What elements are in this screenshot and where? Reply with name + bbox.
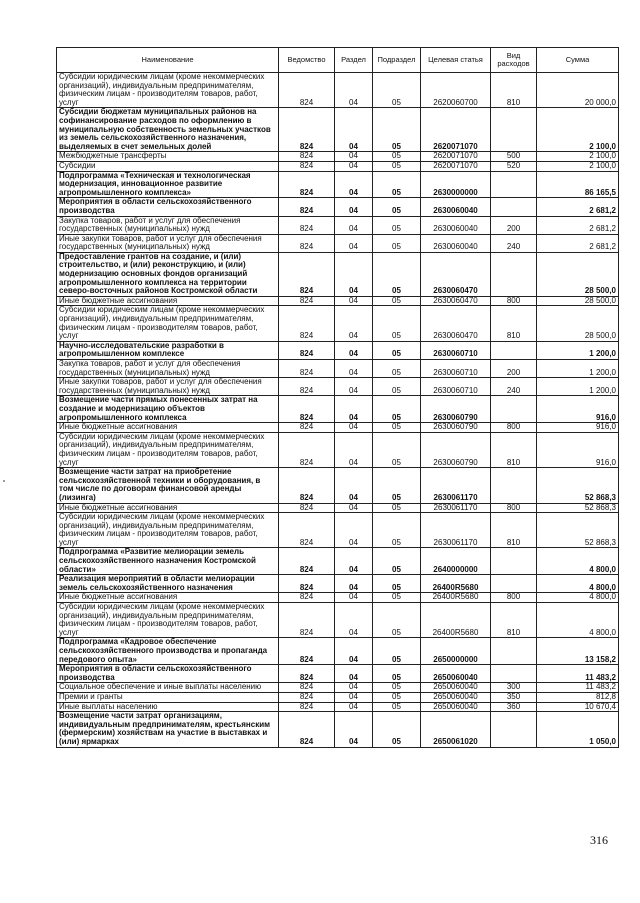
cell-type: 800	[491, 593, 537, 603]
cell-type: 360	[491, 702, 537, 712]
cell-sum: 86 165,5	[537, 171, 619, 198]
cell-type	[491, 171, 537, 198]
cell-dept: 824	[279, 665, 335, 683]
cell-section: 04	[335, 665, 373, 683]
cell-target: 2650061020	[421, 712, 491, 747]
cell-section: 04	[335, 692, 373, 702]
table-row	[57, 712, 619, 747]
cell-sum: 28 500,0	[537, 252, 619, 296]
cell-dept: 824	[279, 575, 335, 593]
cell-name: Иные закупки товаров, работ и услуг для обеспечения государственных (муниципальных) нужд	[57, 378, 279, 396]
table-row	[57, 198, 619, 216]
cell-dept: 824	[279, 171, 335, 198]
cell-sum: 2 681,2	[537, 216, 619, 234]
cell-type: 200	[491, 216, 537, 234]
table-row	[57, 171, 619, 198]
cell-dept: 824	[279, 692, 335, 702]
cell-target: 2620071070	[421, 152, 491, 162]
cell-subsection: 05	[373, 378, 421, 396]
cell-target: 2620071070	[421, 108, 491, 152]
cell-section: 04	[335, 171, 373, 198]
table-row	[57, 396, 619, 423]
header-subsection: Подраздел	[373, 48, 421, 73]
cell-name: Субсидии юридическим лицам (кроме некоммерческих организаций), индивидуальным предпринимателям, физическим лицам - производителям товаров, работ, услуг	[57, 513, 279, 548]
cell-target: 2650060040	[421, 692, 491, 702]
cell-section: 04	[335, 252, 373, 296]
cell-subsection: 05	[373, 108, 421, 152]
cell-type: 810	[491, 603, 537, 638]
table-row	[57, 216, 619, 234]
cell-target: 26400R5680	[421, 575, 491, 593]
cell-sum: 28 500,0	[537, 296, 619, 306]
cell-name: Субсидии бюджетам муниципальных районов на софинансирование расходов по оформлению в муниципальную собственность земельных участков из земель сельскохозяйственного назначения, выделяемых в счет земельных долей	[57, 108, 279, 152]
cell-sum: 4 800,0	[537, 575, 619, 593]
cell-name: Мероприятия в области сельскохозяйственного производства	[57, 198, 279, 216]
cell-subsection: 05	[373, 198, 421, 216]
budget-table	[56, 47, 619, 748]
cell-subsection: 05	[373, 513, 421, 548]
cell-dept: 824	[279, 341, 335, 359]
cell-sum: 2 681,2	[537, 234, 619, 252]
cell-name: Подпрограмма «Кадровое обеспечение сельскохозяйственного производства и пропаганда передового опыта»	[57, 638, 279, 665]
cell-subsection: 05	[373, 638, 421, 665]
cell-dept: 824	[279, 638, 335, 665]
cell-name: Субсидии	[57, 161, 279, 171]
budget-table-page	[56, 47, 618, 748]
cell-name: Иные закупки товаров, работ и услуг для обеспечения государственных (муниципальных) нужд	[57, 234, 279, 252]
cell-section: 04	[335, 198, 373, 216]
cell-dept: 824	[279, 712, 335, 747]
cell-dept: 824	[279, 468, 335, 503]
cell-subsection: 05	[373, 692, 421, 702]
cell-dept: 824	[279, 432, 335, 467]
cell-subsection: 05	[373, 503, 421, 513]
table-row	[57, 73, 619, 108]
cell-dept: 824	[279, 603, 335, 638]
cell-sum: 20 000,0	[537, 73, 619, 108]
table-row	[57, 603, 619, 638]
table-row	[57, 161, 619, 171]
table-row	[57, 341, 619, 359]
cell-sum: 916,0	[537, 423, 619, 433]
table-row	[57, 575, 619, 593]
cell-section: 04	[335, 396, 373, 423]
cell-type	[491, 548, 537, 575]
cell-section: 04	[335, 575, 373, 593]
cell-subsection: 05	[373, 234, 421, 252]
cell-sum: 1 050,0	[537, 712, 619, 747]
cell-section: 04	[335, 513, 373, 548]
cell-section: 04	[335, 638, 373, 665]
cell-section: 04	[335, 378, 373, 396]
cell-section: 04	[335, 341, 373, 359]
cell-type: 240	[491, 234, 537, 252]
cell-target: 2630060790	[421, 432, 491, 467]
cell-type: 200	[491, 360, 537, 378]
cell-dept: 824	[279, 683, 335, 693]
cell-target: 2620071070	[421, 161, 491, 171]
cell-type	[491, 665, 537, 683]
cell-subsection: 05	[373, 603, 421, 638]
cell-section: 04	[335, 468, 373, 503]
cell-target: 2630000000	[421, 171, 491, 198]
cell-subsection: 05	[373, 161, 421, 171]
cell-name: Социальное обеспечение и иные выплаты населению	[57, 683, 279, 693]
cell-type: 800	[491, 423, 537, 433]
cell-subsection: 05	[373, 593, 421, 603]
cell-dept: 824	[279, 593, 335, 603]
table-row	[57, 683, 619, 693]
cell-target: 2630060040	[421, 234, 491, 252]
cell-target: 2630060040	[421, 198, 491, 216]
cell-type: 810	[491, 306, 537, 341]
cell-subsection: 05	[373, 548, 421, 575]
cell-type	[491, 575, 537, 593]
cell-subsection: 05	[373, 665, 421, 683]
table-row	[57, 252, 619, 296]
cell-sum: 2 100,0	[537, 152, 619, 162]
cell-name: Субсидии юридическим лицам (кроме некоммерческих организаций), индивидуальным предпринимателям, физическим лицам - производителям товаров, работ, услуг	[57, 432, 279, 467]
cell-name: Иные бюджетные ассигнования	[57, 423, 279, 433]
cell-subsection: 05	[373, 216, 421, 234]
cell-target: 2630060710	[421, 360, 491, 378]
cell-name: Иные бюджетные ассигнования	[57, 503, 279, 513]
cell-name: Возмещение части затрат организациям, индивидуальным предпринимателям, крестьянским (фермерским) хозяйствам на участие в выставках и (или) ярмарках	[57, 712, 279, 747]
header-sum: Сумма	[537, 48, 619, 73]
header-section: Раздел	[335, 48, 373, 73]
cell-subsection: 05	[373, 252, 421, 296]
cell-section: 04	[335, 161, 373, 171]
table-row	[57, 306, 619, 341]
cell-target: 2630060790	[421, 423, 491, 433]
cell-sum: 1 200,0	[537, 341, 619, 359]
header-type: Вид расходов	[491, 48, 537, 73]
cell-type	[491, 341, 537, 359]
cell-subsection: 05	[373, 712, 421, 747]
table-row	[57, 296, 619, 306]
scan-mark	[3, 480, 5, 482]
cell-dept: 824	[279, 360, 335, 378]
cell-dept: 824	[279, 513, 335, 548]
cell-subsection: 05	[373, 575, 421, 593]
table-row	[57, 513, 619, 548]
table-row	[57, 108, 619, 152]
cell-section: 04	[335, 108, 373, 152]
cell-type	[491, 468, 537, 503]
cell-section: 04	[335, 603, 373, 638]
cell-sum: 2 100,0	[537, 108, 619, 152]
cell-target: 2630061170	[421, 513, 491, 548]
cell-sum: 4 800,0	[537, 548, 619, 575]
cell-target: 2630060470	[421, 306, 491, 341]
cell-name: Возмещение части затрат на приобретение сельскохозяйственной техники и оборудования, в том числе по договорам финансовой аренды (лизинга)	[57, 468, 279, 503]
cell-name: Иные бюджетные ассигнования	[57, 593, 279, 603]
cell-sum: 916,0	[537, 432, 619, 467]
cell-subsection: 05	[373, 468, 421, 503]
cell-type: 800	[491, 503, 537, 513]
cell-subsection: 05	[373, 152, 421, 162]
cell-type	[491, 638, 537, 665]
table-row	[57, 378, 619, 396]
cell-section: 04	[335, 593, 373, 603]
table-row	[57, 468, 619, 503]
table-row	[57, 503, 619, 513]
cell-type: 810	[491, 432, 537, 467]
cell-subsection: 05	[373, 171, 421, 198]
cell-section: 04	[335, 432, 373, 467]
cell-dept: 824	[279, 108, 335, 152]
cell-sum: 52 868,3	[537, 513, 619, 548]
cell-sum: 11 483,2	[537, 683, 619, 693]
cell-name: Подпрограмма «Техническая и технологическая модернизация, инновационное развитие агропромышленного комплекса»	[57, 171, 279, 198]
cell-dept: 824	[279, 73, 335, 108]
cell-subsection: 05	[373, 306, 421, 341]
cell-name: Подпрограмма «Развитие мелиорации земель сельскохозяйственного назначения Костромской области»	[57, 548, 279, 575]
cell-target: 2640000000	[421, 548, 491, 575]
cell-name: Возмещение части прямых понесенных затрат на создание и модернизацию объектов агропромышленного комплекса	[57, 396, 279, 423]
table-row	[57, 702, 619, 712]
cell-sum: 2 681,2	[537, 198, 619, 216]
cell-sum: 4 800,0	[537, 603, 619, 638]
table-body	[57, 73, 619, 748]
cell-sum: 10 670,4	[537, 702, 619, 712]
cell-name: Премии и гранты	[57, 692, 279, 702]
cell-name: Предоставление грантов на создание, и (или) строительство, и (или) реконструкцию, и (или) модернизацию основных фондов организаций агропромышленного комплекса на территории северо-восточных районов Костромской области	[57, 252, 279, 296]
cell-type: 800	[491, 296, 537, 306]
header-target: Целевая статья	[421, 48, 491, 73]
cell-type: 520	[491, 161, 537, 171]
cell-type: 810	[491, 513, 537, 548]
header-dept: Ведомство	[279, 48, 335, 73]
cell-name: Субсидии юридическим лицам (кроме некоммерческих организаций), индивидуальным предпринимателям, физическим лицам - производителям товаров, работ, услуг	[57, 73, 279, 108]
cell-section: 04	[335, 712, 373, 747]
cell-target: 2620060700	[421, 73, 491, 108]
cell-name: Иные выплаты населению	[57, 702, 279, 712]
cell-type: 350	[491, 692, 537, 702]
cell-dept: 824	[279, 423, 335, 433]
cell-target: 2650060040	[421, 665, 491, 683]
table-row	[57, 360, 619, 378]
cell-name: Субсидии юридическим лицам (кроме некоммерческих организаций), индивидуальным предпринимателям, физическим лицам - производителям товаров, работ, услуг	[57, 603, 279, 638]
cell-name: Реализация мероприятий в области мелиорации земель сельскохозяйственного назначения	[57, 575, 279, 593]
cell-type: 300	[491, 683, 537, 693]
cell-type	[491, 252, 537, 296]
cell-sum: 2 100,0	[537, 161, 619, 171]
cell-dept: 824	[279, 702, 335, 712]
cell-target: 2630060710	[421, 341, 491, 359]
cell-target: 2630061170	[421, 503, 491, 513]
cell-target: 2630060710	[421, 378, 491, 396]
cell-dept: 824	[279, 234, 335, 252]
cell-subsection: 05	[373, 432, 421, 467]
cell-type	[491, 396, 537, 423]
cell-target: 2630061170	[421, 468, 491, 503]
cell-dept: 824	[279, 152, 335, 162]
cell-type	[491, 712, 537, 747]
cell-sum: 52 868,3	[537, 468, 619, 503]
cell-subsection: 05	[373, 683, 421, 693]
cell-target: 26400R5680	[421, 603, 491, 638]
cell-dept: 824	[279, 548, 335, 575]
cell-subsection: 05	[373, 341, 421, 359]
cell-name: Иные бюджетные ассигнования	[57, 296, 279, 306]
cell-name: Закупка товаров, работ и услуг для обеспечения государственных (муниципальных) нужд	[57, 360, 279, 378]
cell-sum: 52 868,3	[537, 503, 619, 513]
cell-section: 04	[335, 216, 373, 234]
cell-subsection: 05	[373, 73, 421, 108]
table-row	[57, 665, 619, 683]
cell-subsection: 05	[373, 296, 421, 306]
cell-sum: 11 483,2	[537, 665, 619, 683]
table-row	[57, 152, 619, 162]
cell-target: 26400R5680	[421, 593, 491, 603]
cell-dept: 824	[279, 306, 335, 341]
cell-type	[491, 198, 537, 216]
cell-sum: 13 158,2	[537, 638, 619, 665]
cell-name: Закупка товаров, работ и услуг для обеспечения государственных (муниципальных) нужд	[57, 216, 279, 234]
cell-dept: 824	[279, 296, 335, 306]
cell-target: 2630060040	[421, 216, 491, 234]
cell-section: 04	[335, 548, 373, 575]
table-header	[57, 48, 619, 73]
cell-target: 2650060040	[421, 683, 491, 693]
cell-name: Мероприятия в области сельскохозяйственного производства	[57, 665, 279, 683]
cell-dept: 824	[279, 252, 335, 296]
cell-type: 240	[491, 378, 537, 396]
cell-subsection: 05	[373, 360, 421, 378]
cell-subsection: 05	[373, 702, 421, 712]
cell-section: 04	[335, 683, 373, 693]
cell-type	[491, 108, 537, 152]
cell-subsection: 05	[373, 396, 421, 423]
cell-sum: 4 800,0	[537, 593, 619, 603]
cell-sum: 28 500,0	[537, 306, 619, 341]
cell-dept: 824	[279, 378, 335, 396]
cell-section: 04	[335, 296, 373, 306]
cell-section: 04	[335, 702, 373, 712]
page-number: 316	[590, 833, 608, 847]
cell-sum: 812,8	[537, 692, 619, 702]
cell-dept: 824	[279, 198, 335, 216]
cell-section: 04	[335, 152, 373, 162]
table-row	[57, 548, 619, 575]
cell-name: Субсидии юридическим лицам (кроме некоммерческих организаций), индивидуальным предпринимателям, физическим лицам - производителям товаров, работ, услуг	[57, 306, 279, 341]
cell-target: 2630060470	[421, 252, 491, 296]
cell-subsection: 05	[373, 423, 421, 433]
cell-section: 04	[335, 73, 373, 108]
cell-section: 04	[335, 306, 373, 341]
cell-section: 04	[335, 423, 373, 433]
cell-dept: 824	[279, 396, 335, 423]
table-row	[57, 432, 619, 467]
cell-section: 04	[335, 360, 373, 378]
cell-name: Межбюджетные трансферты	[57, 152, 279, 162]
cell-target: 2630060470	[421, 296, 491, 306]
table-row	[57, 593, 619, 603]
table-row	[57, 638, 619, 665]
cell-dept: 824	[279, 216, 335, 234]
cell-sum: 916,0	[537, 396, 619, 423]
cell-target: 2630060790	[421, 396, 491, 423]
table-row	[57, 423, 619, 433]
cell-dept: 824	[279, 503, 335, 513]
cell-sum: 1 200,0	[537, 360, 619, 378]
cell-sum: 1 200,0	[537, 378, 619, 396]
table-row	[57, 234, 619, 252]
cell-target: 2650000000	[421, 638, 491, 665]
cell-target: 2650060040	[421, 702, 491, 712]
header-name: Наименование	[57, 48, 279, 73]
cell-dept: 824	[279, 161, 335, 171]
table-row	[57, 692, 619, 702]
cell-type: 500	[491, 152, 537, 162]
cell-type: 810	[491, 73, 537, 108]
cell-name: Научно-исследовательские разработки в агропромышленном комплексе	[57, 341, 279, 359]
cell-section: 04	[335, 234, 373, 252]
cell-section: 04	[335, 503, 373, 513]
